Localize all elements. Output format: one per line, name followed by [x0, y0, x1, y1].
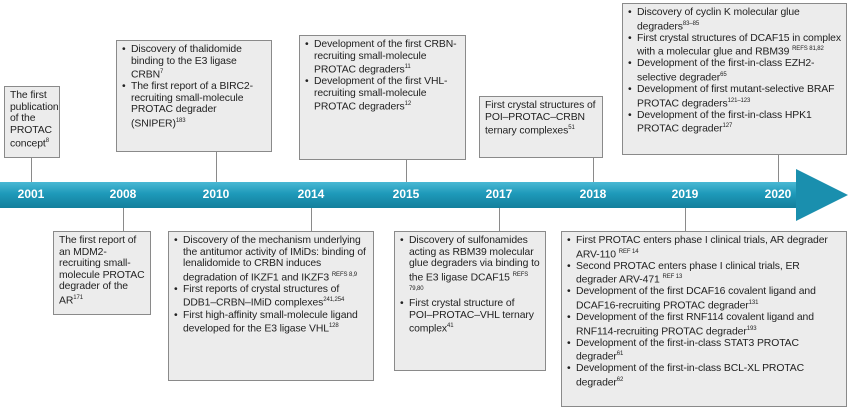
event-item: The first report of an MDM2-recruiting small-molecule PROTAC degrader of the AR$^{171}$ [59, 235, 145, 307]
event-box-2001 [4, 86, 60, 158]
year-2001: 2001 [17, 187, 45, 201]
connector-2017 [499, 208, 500, 231]
event-item: • First crystal structure of POI–PROTAC–VHL ternary complex$^{41}$ [409, 298, 540, 335]
connector-2018 [593, 158, 594, 182]
event-item: • Development of the first-in-class EZH2-selective degrader$^{65}$ [637, 58, 841, 84]
event-box-2015 [299, 35, 466, 160]
event-item: • Discovery of thalidomide binding to the E3 ligase CRBN$^7$ [131, 44, 266, 81]
event-item: First crystal structures of POI–PROTAC–CRBN ternary complexes$^{51}$ [485, 100, 596, 137]
event-item: • First reports of crystal structures of DDB1–CRBN–IMiD complexes$^{241,254}$ [183, 284, 368, 310]
year-2014: 2014 [297, 187, 325, 201]
year-2015: 2015 [392, 187, 420, 201]
event-item: • First PROTAC enters phase I clinical trials, AR degrader ARV-110 $^{REF 14}$ [576, 235, 841, 261]
event-item: • Development of the first RNF114 covalent ligand and RNF114-recruiting PROTAC degrader$^{193}$ [576, 312, 841, 338]
event-box-2018 [479, 96, 603, 158]
year-2008: 2008 [109, 187, 137, 201]
event-item: • Development of the first CRBN-recruiting small-molecule PROTAC degraders$^{11}$ [314, 39, 460, 76]
year-2010: 2010 [202, 187, 230, 201]
event-item: • Development of the first VHL-recruiting small-molecule PROTAC degraders$^{12}$ [314, 76, 460, 113]
year-2017: 2017 [485, 187, 513, 201]
connector-2020 [778, 155, 779, 182]
event-item: • Development of the first-in-class STAT3 PROTAC degrader$^{61}$ [576, 338, 841, 364]
year-2020: 2020 [764, 187, 792, 201]
event-item: • First crystal structures of DCAF15 in complex with a molecular glue and RBM39 $^{REFS 81,82}$ [637, 33, 841, 59]
event-item: • Discovery of cyclin K molecular glue degraders$^{83-85}$ [637, 7, 841, 33]
year-2019: 2019 [671, 187, 699, 201]
event-item: • Discovery of sulfonamides acting as RBM39 molecular glue degraders via binding to the E3 ligase DCAF15 $^{REFS 79,80}$ [409, 235, 540, 298]
connector-2001 [31, 158, 32, 182]
event-box-2019 [561, 231, 847, 407]
event-box-2014 [168, 231, 374, 381]
event-item: • Development of the first-in-class BCL-XL PROTAC degrader$^{62}$ [576, 363, 841, 389]
year-2018: 2018 [579, 187, 607, 201]
event-box-2008 [53, 231, 151, 315]
event-box-2020 [622, 3, 847, 155]
timeline-arrowhead [796, 169, 848, 221]
connector-2015 [406, 160, 407, 182]
event-item: • Discovery of the mechanism underlying the antitumor activity of IMiDs: binding of lenalidomide to CRBN induces degradation of IKZF1 and IKZF3 $^{REFS 8,9}$ [183, 235, 368, 284]
event-item: • Second PROTAC enters phase I clinical trials, ER degrader ARV-471 $^{REF 13}$ [576, 261, 841, 287]
connector-2010 [216, 152, 217, 182]
event-item: • The first report of a BIRC2-recruiting small-molecule PROTAC degrader (SNIPER)$^{183}$ [131, 81, 266, 130]
event-item: • Development of first mutant-selective BRAF PROTAC degraders$^{121-123}$ [637, 84, 841, 110]
connector-2019 [685, 208, 686, 231]
event-item: • First high-affinity small-molecule ligand developed for the E3 ligase VHL$^{128}$ [183, 310, 368, 336]
connector-2008 [123, 208, 124, 231]
connector-2014 [311, 208, 312, 231]
event-item: • Development of the first DCAF16 covalent ligand and DCAF16-recruiting PROTAC degrader$^{131}$ [576, 286, 841, 312]
event-box-2017 [394, 231, 546, 371]
event-item: The first publication of the PROTAC concept$^8$ [10, 90, 59, 150]
event-box-2010 [116, 40, 272, 152]
event-item: • Development of the first-in-class HPK1 PROTAC degrader$^{127}$ [637, 110, 841, 136]
